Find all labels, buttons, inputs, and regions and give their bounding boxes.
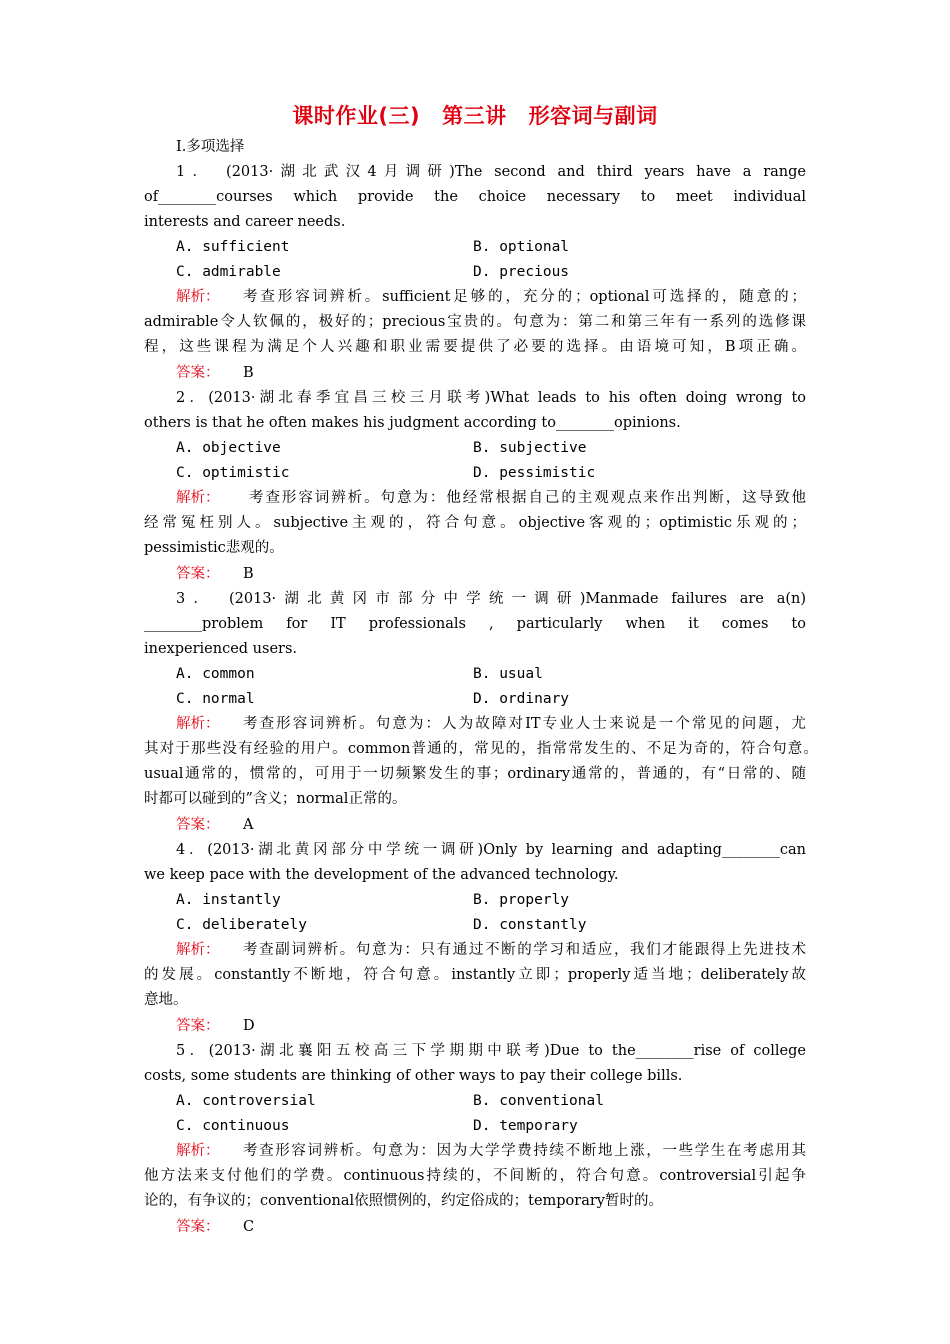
- question-5-explanation-line-2: 他方法来支付他们的学费。continuous持续的，不间断的，符合句意。controversial引起争: [144, 1168, 806, 1184]
- question-3-option-a: A. common: [176, 666, 255, 682]
- section-heading: Ⅰ.多项选择: [176, 139, 245, 155]
- question-4-option-d: D. constantly: [473, 917, 587, 933]
- question-2-option-a: A. objective: [176, 440, 281, 456]
- question-4-stem-line-2: we keep pace with the development of the advanced technology.: [144, 867, 619, 883]
- question-4-option-b: B. properly: [473, 892, 570, 908]
- question-5-answer: C: [243, 1219, 255, 1235]
- question-2-explanation-line-2: 经常冤枉别人。subjective主观的，符合句意。objective客观的；optimistic乐观的；: [144, 515, 806, 531]
- question-3-stem-line-1: 3． (2013·湖北黄冈市部分中学统一调研)Manmade failures are a(n): [176, 591, 806, 607]
- title-part-3: 形容词与副词: [528, 104, 658, 128]
- question-4-answer: D: [243, 1018, 255, 1034]
- question-2-answer-label: 答案：: [176, 566, 220, 582]
- question-1-option-c: C. admirable: [176, 264, 281, 280]
- question-2-option-d: D. pessimistic: [473, 465, 596, 481]
- question-3-explanation-line-3: usual通常的，惯常的，可用于一切频繁发生的事；ordinary通常的，普通的，有“日常的、随: [144, 766, 806, 782]
- question-2-stem-line-1: 2．(2013·湖北春季宜昌三校三月联考)What leads to his often doing wrong to: [176, 390, 806, 406]
- question-1-answer-label: 答案：: [176, 365, 220, 381]
- question-5-stem-line-2: costs, some students are thinking of other ways to pay their college bills.: [144, 1068, 683, 1084]
- question-1-explanation-label: 解析：: [176, 289, 220, 305]
- question-1-option-a: A. sufficient: [176, 239, 290, 255]
- question-1-answer: B: [243, 365, 254, 381]
- question-2-explanation-label: 解析：: [176, 490, 220, 506]
- question-3-explanation-line-4: 时都可以碰到的”含义；normal正常的。: [144, 791, 407, 807]
- question-3-stem-line-3: inexperienced users.: [144, 641, 298, 657]
- title-part-1: 课时作业(三): [292, 104, 421, 128]
- question-1-explanation-line-1: 考查形容词辨析。sufficient足够的，充分的；optional可选择的，随意的；: [243, 289, 806, 305]
- question-3-stem-line-2: ________problem for IT professionals , particularly when it comes to: [144, 616, 806, 632]
- question-1-stem-line-2: of________courses which provide the choice necessary to meet individual: [144, 189, 806, 205]
- question-4-option-c: C. deliberately: [176, 917, 307, 933]
- question-1-explanation-line-3: 程，这些课程为满足个人兴趣和职业需要提供了必要的选择。由语境可知，B项正确。: [144, 339, 806, 355]
- question-5-stem-line-1: 5．(2013·湖北襄阳五校高三下学期期中联考)Due to the________rise of college: [176, 1043, 806, 1059]
- question-3-answer: A: [243, 817, 254, 833]
- question-4-stem-line-1: 4．(2013·湖北黄冈部分中学统一调研)Only by learning and adapting________can: [176, 842, 806, 858]
- question-4-explanation-line-3: 意地。: [144, 992, 188, 1008]
- question-2-option-c: C. optimistic: [176, 465, 290, 481]
- question-2-answer: B: [243, 566, 254, 582]
- question-3-option-d: D. ordinary: [473, 691, 570, 707]
- question-1-option-d: D. precious: [473, 264, 570, 280]
- question-2-explanation-line-3: pessimistic悲观的。: [144, 540, 284, 556]
- question-5-option-b: B. conventional: [473, 1093, 604, 1109]
- question-5-explanation-line-3: 论的，有争议的；conventional依照惯例的，约定俗成的；temporary暂时的。: [144, 1193, 663, 1209]
- question-3-explanation-line-2: 其对于那些没有经验的用户。common普通的，常见的，指常常发生的、不足为奇的，符合句意。: [144, 741, 818, 757]
- page-title: [0, 100, 950, 130]
- question-1-stem-line-1: 1． (2013·湖北武汉4月调研)The second and third years have a range: [176, 164, 806, 180]
- question-3-option-b: B. usual: [473, 666, 543, 682]
- question-3-answer-label: 答案：: [176, 817, 220, 833]
- question-5-option-c: C. continuous: [176, 1118, 290, 1134]
- question-2-explanation-line-1: 考查形容词辨析。句意为：他经常根据自己的主观观点来作出判断，这导致他: [249, 490, 806, 506]
- question-2-stem-line-2: others is that he often makes his judgment according to________opinions.: [144, 415, 681, 431]
- question-3-explanation-label: 解析：: [176, 716, 220, 732]
- question-4-answer-label: 答案：: [176, 1018, 220, 1034]
- question-5-explanation-label: 解析：: [176, 1143, 220, 1159]
- question-5-option-a: A. controversial: [176, 1093, 316, 1109]
- question-5-explanation-line-1: 考查形容词辨析。句意为：因为大学学费持续不断地上涨，一些学生在考虑用其: [243, 1143, 806, 1159]
- question-1-option-b: B. optional: [473, 239, 570, 255]
- question-1-explanation-line-2: admirable令人钦佩的，极好的；precious宝贵的。句意为：第二和第三年有一系列的选修课: [144, 314, 806, 330]
- question-3-option-c: C. normal: [176, 691, 255, 707]
- question-4-option-a: A. instantly: [176, 892, 281, 908]
- question-2-option-b: B. subjective: [473, 440, 587, 456]
- question-1-stem-line-3: interests and career needs.: [144, 214, 346, 230]
- title-part-2: 第三讲: [442, 104, 507, 128]
- question-4-explanation-line-2: 的发展。constantly不断地，符合句意。instantly立即；properly适当地；deliberately故: [144, 967, 806, 983]
- question-5-option-d: D. temporary: [473, 1118, 578, 1134]
- question-5-answer-label: 答案：: [176, 1219, 220, 1235]
- question-4-explanation-label: 解析：: [176, 942, 220, 958]
- question-3-explanation-line-1: 考查形容词辨析。句意为：人为故障对IT专业人士来说是一个常见的问题，尤: [243, 716, 806, 732]
- question-4-explanation-line-1: 考查副词辨析。句意为：只有通过不断的学习和适应，我们才能跟得上先进技术: [243, 942, 806, 958]
